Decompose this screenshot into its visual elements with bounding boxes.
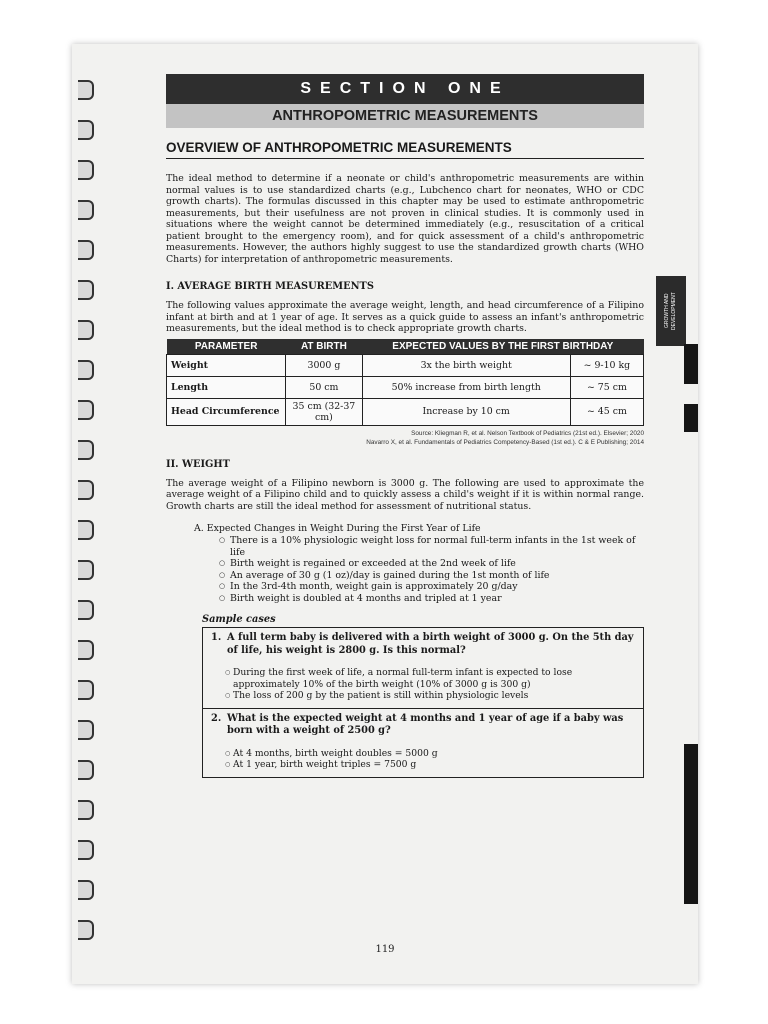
binding-ring xyxy=(78,280,94,300)
table-cell: 3x the birth weight xyxy=(362,354,570,376)
book-page xyxy=(72,44,698,984)
table-cell: 3000 g xyxy=(286,354,362,376)
bullet-icon: ○ xyxy=(225,761,231,768)
table-row xyxy=(167,376,644,398)
binding-ring xyxy=(78,640,94,660)
case-answer: ○ At 4 months, birth weight doubles = 5000 g xyxy=(225,747,438,759)
list-item: ○ An average of 30 g (1 oz)/day is gained during the 1st month of life xyxy=(219,569,550,581)
list-item: ○ Birth weight is doubled at 4 months and tripled at 1 year xyxy=(219,592,502,604)
table-cell: ~ 45 cm xyxy=(570,398,643,425)
weight-bullet-list xyxy=(166,535,644,604)
case-question: A full term baby is delivered with a birth weight of 3000 g. On the 5th day of life, his weight is 2800 g. Is this normal? xyxy=(227,632,634,656)
edge-marker xyxy=(684,344,698,384)
bullet-icon: ○ xyxy=(225,669,231,676)
binding-ring xyxy=(78,440,94,460)
table-cell: ~ 75 cm xyxy=(570,376,643,398)
binding-ring xyxy=(78,320,94,340)
table-header: PARAMETER xyxy=(167,339,286,355)
table-cell: Increase by 10 cm xyxy=(362,398,570,425)
binding-ring xyxy=(78,600,94,620)
table-header: EXPECTED VALUES BY THE FIRST BIRTHDAY xyxy=(362,339,643,355)
binding-ring xyxy=(78,120,94,140)
birth-heading: I. AVERAGE BIRTH MEASUREMENTS xyxy=(166,281,374,292)
section-title: ANTHROPOMETRIC MEASUREMENTS xyxy=(166,104,644,128)
table-source-2: Navarro X, et al. Fundamentals of Pediatrics Competency-Based (1st ed.). C & E Publishing; 2014 xyxy=(366,438,644,446)
binding-ring xyxy=(78,920,94,940)
table-cell: 50 cm xyxy=(286,376,362,398)
edge-marker xyxy=(684,404,698,432)
section-label: SECTION ONE xyxy=(166,74,644,104)
bullet-icon: ○ xyxy=(219,593,226,602)
binding-ring xyxy=(78,480,94,500)
weight-paragraph: The average weight of a Filipino newborn is 3000 g. The following are used to approximate the average weight of a Filipino child and to quickly assess a child's weight if it is within normal range. Growth charts are still the ideal method for assessment of nutritional status. xyxy=(166,477,644,512)
binding-ring xyxy=(78,400,94,420)
case-question: What is the expected weight at 4 months and 1 year of age if a baby was born with a weight of 2500 g? xyxy=(227,712,624,736)
bullet-icon: ○ xyxy=(225,749,231,757)
list-item: ○ Birth weight is regained or exceeded at the 2nd week of life xyxy=(219,558,516,569)
binding-ring xyxy=(78,560,94,580)
edge-marker xyxy=(684,744,698,904)
case-answer: ○ At 1 year, birth weight triples = 7500 g xyxy=(225,759,417,770)
binding-ring xyxy=(78,80,94,100)
binding-ring xyxy=(78,520,94,540)
binding-ring xyxy=(78,200,94,220)
table-cell: ~ 9-10 kg xyxy=(570,354,643,376)
table-row xyxy=(167,398,644,425)
case-number: 1. xyxy=(211,632,222,643)
edge-tab-growth-development: GROWTH AND DEVELOPMENT xyxy=(656,276,686,346)
list-item: ○ There is a 10% physiologic weight loss for normal full-term infants in the 1st week of life xyxy=(219,535,636,558)
binding-ring xyxy=(78,840,94,860)
table-header: AT BIRTH xyxy=(286,339,362,355)
binding-ring xyxy=(78,800,94,820)
page-content xyxy=(166,74,644,778)
bullet-icon: ○ xyxy=(219,536,226,544)
binding-ring xyxy=(78,880,94,900)
overview-heading: OVERVIEW OF ANTHROPOMETRIC MEASUREMENTS xyxy=(166,140,644,159)
binding-ring xyxy=(78,240,94,260)
table-cell: Length xyxy=(167,376,286,398)
case-answer: ○ The loss of 200 g by the patient is still within physiologic levels xyxy=(225,690,529,701)
bullet-icon: ○ xyxy=(219,559,226,567)
table-row xyxy=(167,354,644,376)
bullet-icon: ○ xyxy=(219,570,226,579)
spiral-binding xyxy=(72,44,102,984)
binding-ring xyxy=(78,160,94,180)
page-number: 119 xyxy=(375,944,395,955)
binding-ring xyxy=(78,760,94,780)
list-item: ○ In the 3rd-4th month, weight gain is approximately 20 g/day xyxy=(219,581,518,592)
table-cell: 50% increase from birth length xyxy=(362,376,570,398)
case-answer: ○ During the first week of life, a normal full-term infant is expected to lose approximately 10% of the birth weight (10% of 3000 g is 300 g) xyxy=(225,667,573,690)
table-cell: Head Circumference xyxy=(167,398,286,425)
overview-paragraph: The ideal method to determine if a neonate or child's anthropometric measurements are within normal values is to use standardized charts (e.g., Lubchenco chart for neonates, WHO or CDC growth charts). The formulas discussed in this chapter may be used to estimate anthropometric measurements, but their usefulness are not proven in clinical studies. It is commonly used in situations where the weight cannot be determined immediately (e.g., resuscitation of a critical patient brought to the emergency room), and for quick assessment of a child's anthropometric measurements. However, the authors highly suggest to use the standardized growth charts (WHO Charts) for interpretation of anthropometric measurements. xyxy=(166,173,644,265)
table-cell: 35 cm (32-37 cm) xyxy=(286,398,362,425)
sample-cases-heading: Sample cases xyxy=(202,614,276,625)
binding-ring xyxy=(78,720,94,740)
weight-heading: II. WEIGHT xyxy=(166,458,230,470)
case-number: 2. xyxy=(211,712,222,724)
weight-subheading: A. Expected Changes in Weight During the First Year of Life xyxy=(194,523,481,534)
bullet-icon: ○ xyxy=(219,582,226,590)
birth-measurements-table xyxy=(166,339,644,426)
table-source-1: Source: Kliegman R, et al. Nelson Textbook of Pediatrics (21st ed.). Elsevier; 2020 xyxy=(411,429,644,437)
sample-case-1 xyxy=(202,627,644,709)
table-cell: Weight xyxy=(167,354,286,376)
sample-case-2 xyxy=(202,709,644,778)
binding-ring xyxy=(78,360,94,380)
birth-paragraph: The following values approximate the average weight, length, and head circumference of a Filipino infant at birth and at 1 year of age. It serves as a quick guide to assess an infant's anthropometric measurements, but the ideal method is to check appropriate growth charts. xyxy=(166,300,644,334)
bullet-icon: ○ xyxy=(225,692,231,699)
binding-ring xyxy=(78,680,94,700)
